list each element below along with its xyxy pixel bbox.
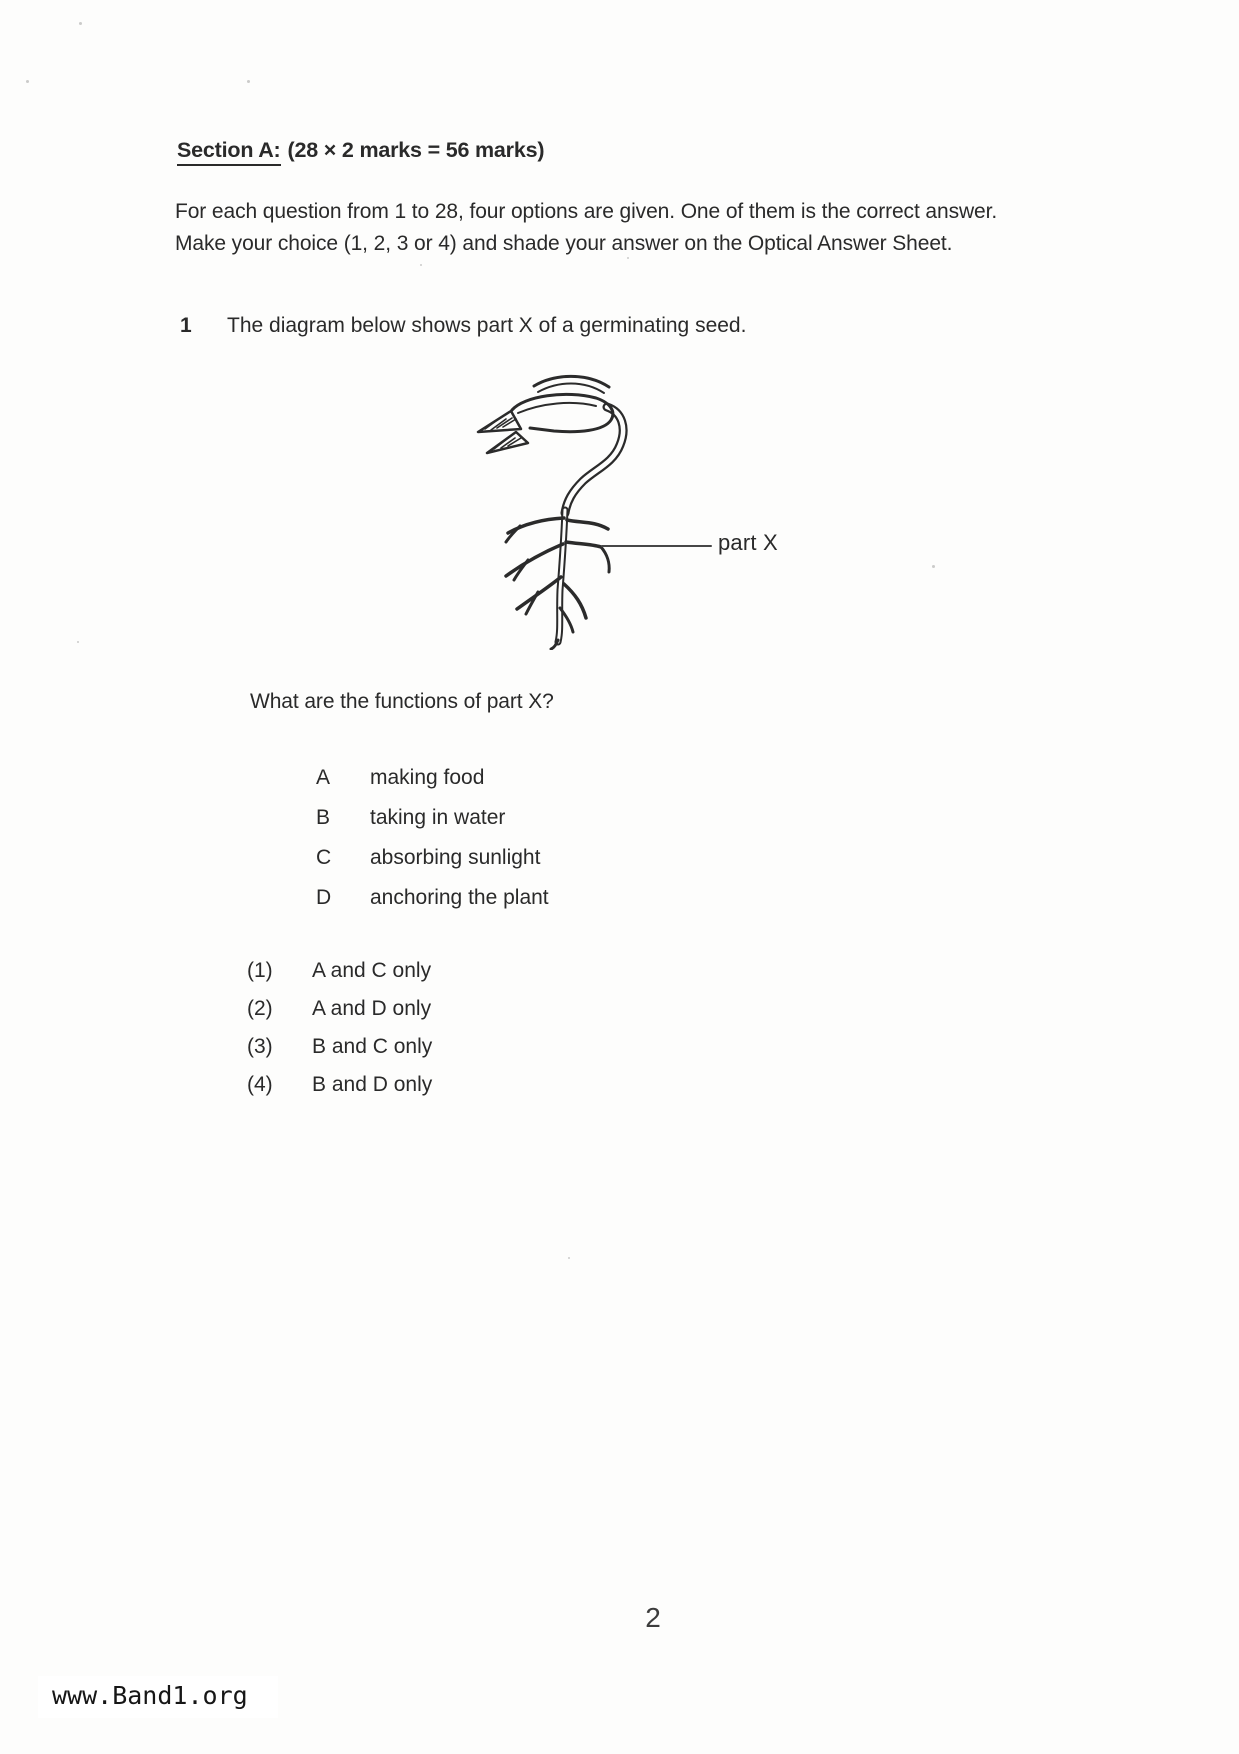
scan-speck — [26, 80, 29, 83]
scan-speck — [247, 80, 250, 83]
answer-text: B and C only — [312, 1035, 433, 1058]
diagram-leader-line — [601, 545, 712, 547]
question-number: 1 — [180, 314, 192, 337]
answer-choice-2 — [247, 995, 432, 1022]
scan-speck — [79, 22, 82, 25]
answer-text: A and D only — [312, 997, 432, 1020]
option-row-d — [316, 884, 549, 911]
page-number: 2 — [645, 1602, 661, 1633]
option-letter: A — [316, 766, 331, 789]
diagram-part-label: part X — [718, 530, 778, 555]
option-letter: C — [316, 846, 332, 869]
answer-number: (3) — [247, 1035, 273, 1058]
option-text: absorbing sunlight — [370, 846, 541, 869]
option-list — [316, 764, 549, 911]
option-row-b — [316, 804, 549, 831]
answer-text: B and D only — [312, 1073, 433, 1096]
instructions-line-1: For each question from 1 to 28, four options are given. One of them is the correct answer. — [175, 200, 998, 223]
question-text: The diagram below shows part X of a germinating seed. — [227, 314, 747, 337]
answer-choice-4 — [247, 1071, 432, 1098]
answer-choice-1 — [247, 957, 432, 984]
scan-speck — [420, 264, 422, 266]
section-title: Section A: — [177, 138, 281, 166]
section-instructions — [175, 196, 1075, 260]
option-letter: D — [316, 886, 332, 909]
scan-speck — [568, 1257, 570, 1259]
option-text: anchoring the plant — [370, 886, 549, 909]
option-letter: B — [316, 806, 331, 829]
scan-speck — [932, 565, 935, 568]
answer-number: (2) — [247, 997, 273, 1020]
answer-text: A and C only — [312, 959, 432, 982]
instructions-line-2: Make your choice (1, 2, 3 or 4) and shade your answer on the Optical Answer Sheet. — [175, 232, 953, 255]
answer-number: (4) — [247, 1073, 273, 1096]
watermark: www.Band1.org — [38, 1676, 278, 1718]
answer-choice-3 — [247, 1033, 432, 1060]
option-row-a — [316, 764, 549, 791]
section-heading — [177, 138, 544, 163]
question-prompt: What are the functions of part X? — [250, 690, 554, 713]
germinating-seed-diagram — [470, 370, 635, 650]
scan-speck — [77, 641, 79, 643]
option-text: taking in water — [370, 806, 506, 829]
option-text: making food — [370, 766, 485, 789]
section-marks: (28 × 2 marks = 56 marks) — [287, 138, 545, 162]
option-row-c — [316, 844, 549, 871]
answer-choice-list — [247, 957, 432, 1098]
answer-number: (1) — [247, 959, 273, 982]
question-1 — [180, 312, 746, 340]
